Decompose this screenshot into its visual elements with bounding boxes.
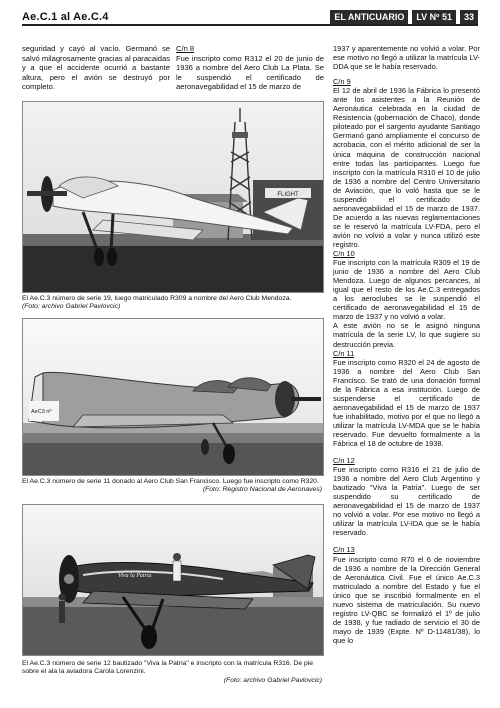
page-number: 33 (460, 10, 478, 24)
photo-aec3-r309 (22, 101, 324, 293)
middle-column-text (176, 44, 324, 92)
header-badges (330, 10, 478, 24)
caption-text: El Ae.C.3 número de serie 11 donado al Aero Club San Francisco. Luego fue inscripto como R320. (22, 478, 319, 485)
paragraph: A este avión no se le asignó ninguna matrícula de la serie LV, lo que sugiere su destrucción previa. (333, 321, 480, 349)
paragraph: Fue inscripto como R320 el 24 de agosto de 1936 a nombre del Aero Club San Francisco. Se trató de una donación formal de la Fábrica a esa institución. Luego de suspenderse el certificado de aeronavegabilidad el 15 de marzo de 1937 fue inhabilitado, motivo por el que no llegó a utilizar la matrícula LV-MDA que se le había reservado. Fue devuelto formalmente a la Fábrica el 18 de octubre de 1938. (333, 357, 480, 449)
photo-credit: (Foto: archivo Gabriel Pavlovcic) (22, 303, 121, 311)
paragraph: El 12 de abril de 1936 la Fábrica lo presentó ante los asistentes a la Reunión de Aeronáutica celebrada en la ciudad de Resistencia (gobernación de Chaco), donde piloteado por el sargento ayudante Santiago Germanó ganó ampliamente el concurso de acrobacia, con el mérito adicional de ser la única máquina de construcción nacional entre todas las participantes. Luego fue inscripto con la matrícula R310 el 10 de julio de 1936 a nombre del Centro Universitario de Aviación, que lo voló hasta que se le suspendió el certificado de aeronavegabilidad el 15 de marzo de 1937. De acuerdo a las nuevas reglamentaciones se le reservó la matrícula LV-FDA, pero el avión no volvió a volar y nunca utilizó este registro. (333, 86, 480, 249)
section-heading-cn10: C/n 10 (333, 249, 355, 259)
photo1-caption (22, 295, 322, 312)
paragraph: Fue inscripto con la matrícula R309 el 19 de junio de 1936 a nombre del Aero Club Mendoza. Luego de algunos percances, al igual que el resto de los Ae.C.3 entregados a los aeroclubes se le suspendió el certificado de aeronavegabilidad el 15 de marzo de 1937 y no volvió a volar. (333, 258, 480, 322)
paragraph: seguridad y cayó al vacío. Germanó se salvó milagrosamente gracias al paracaidas y a que el accidente ocurrió a bastante altura, pero el avión se destruyó por completo. (22, 44, 170, 92)
paragraph: Fue inscripto como R316 el 21 de julio de 1936 a nombre del Aero Club Argentino y bautizado "Viva la Patria". Luego de ser suspendido su certificado de aeronavegabilidad el 15 de marzo de 1937 no volvió a volar. Por ese motivo no llegó a utilizar la matrícula LV-IDA que se le había reservado. (333, 465, 480, 538)
section-heading-cn9: C/n 9 (333, 77, 351, 87)
section-heading: C/n 8 (176, 44, 195, 53)
paragraph: 1937 y aparentemente no volvió a volar. Por ese motivo no llegó a utilizar la matrícula LV-DDA que se le había reservado. (333, 44, 480, 72)
issue-number: LV Nº 51 (412, 10, 456, 24)
page-header (0, 0, 500, 38)
right-column-text (333, 44, 480, 645)
magazine-name: EL ANTICUARIO (330, 10, 408, 24)
section-heading-cn12: C/n 12 (333, 456, 355, 466)
photo-credit: (Foto: Registro Nacional de Aeronaves) (202, 486, 322, 494)
paragraph: Fue inscripto como R70 el 6 de noviembre de 1936 a nombre de la Dirección General de Aeronáutica Civil. Fue el único Ae.C.3 matriculado a nombre del Estado y fue el único que se inscribió formalmente en el nuevo sistema de matriculación. Su nuevo registro LV-QBC se formalizó el 1º de julio de 1938, y fue radiado de servicio el 30 de mayo de 1939 (Expte. Nº D-11481/38), lo que lo (333, 554, 480, 645)
photo-credit: (Foto: archivo Gabriel Pavlovcic) (223, 676, 322, 684)
left-column-text (22, 44, 170, 92)
caption-text: El Ae.C.3 número de serie 19, luego matriculado R309 a nombre del Aero Club Mendoza. (22, 295, 292, 302)
running-title: Ae.C.1 al Ae.C.4 (22, 11, 109, 23)
paragraph: Fue inscripto como R312 el 20 de junio de 1936 a nombre del Aero Club La Plata. Se le suspendió el certificado de aeronavegabilidad el 15 de marzo de (176, 53, 324, 92)
header-rule (22, 24, 478, 26)
photo2-caption (22, 478, 322, 495)
caption-text: El Ae.C.3 número de serie 12 bautizado "Viva la Patria" e inscripto con la matrícula R316. De pie sobre el ala la aviadora Carola Lorenzini. (22, 660, 314, 676)
photo-aec3-r316-viva-la-patria (22, 504, 324, 656)
section-heading-cn11: C/n 11 (333, 348, 355, 358)
section-heading-cn13: C/n 13 (333, 545, 355, 555)
hangar-sign: FLIGHT (277, 192, 299, 198)
tail-marking: AeC3 nº (31, 409, 52, 415)
fuselage-marking: Viva la Patria (118, 573, 152, 579)
photo3-caption (22, 660, 322, 685)
photo-aec3-r320 (22, 318, 324, 476)
